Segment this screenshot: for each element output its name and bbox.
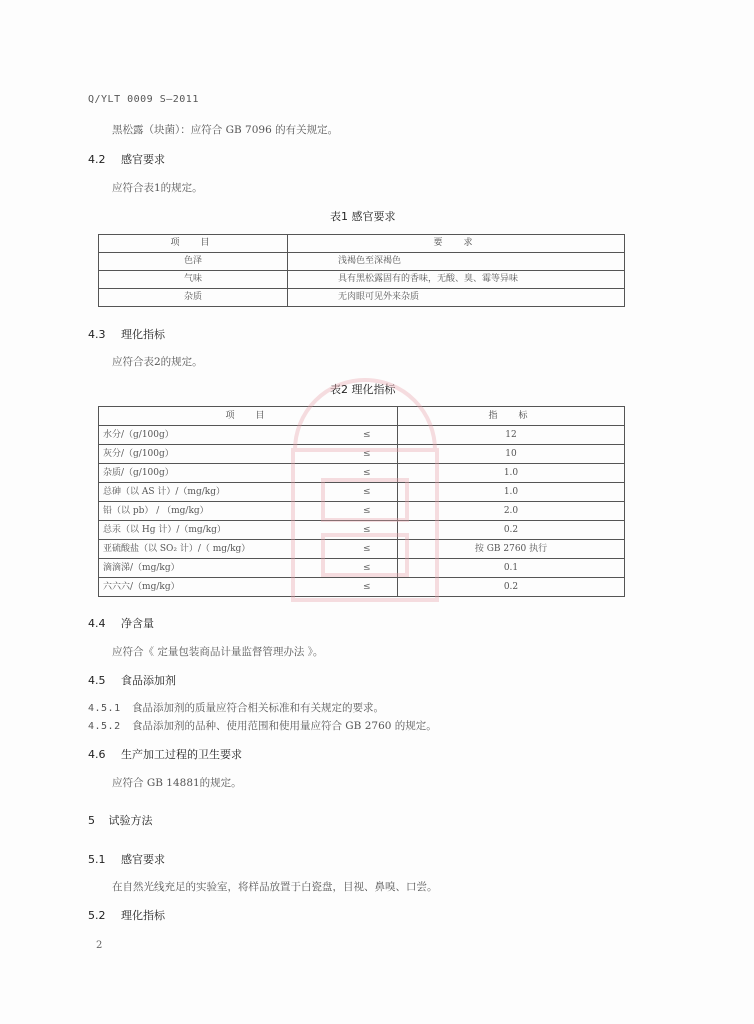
table-row bbox=[99, 271, 625, 289]
table-cell: ≤ bbox=[337, 559, 398, 578]
section-number: 4.3 bbox=[88, 328, 106, 341]
table-cell: 滴滴涕/（mg/kg） bbox=[99, 559, 337, 578]
section-4-2-heading bbox=[88, 151, 165, 167]
table-row bbox=[99, 521, 625, 540]
section-title: 理化指标 bbox=[121, 328, 165, 341]
table-cell: 无肉眼可见外来杂质 bbox=[288, 289, 625, 307]
table-cell: 气味 bbox=[99, 271, 288, 289]
section-4-6-text: 应符合 GB 14881的规定。 bbox=[112, 777, 242, 789]
section-number: 4.6 bbox=[88, 748, 106, 761]
table-cell: ≤ bbox=[337, 502, 398, 521]
section-title: 生产加工过程的卫生要求 bbox=[121, 748, 242, 761]
clause-4-5-2 bbox=[88, 718, 437, 733]
table-cell: ≤ bbox=[337, 445, 398, 464]
table-cell: 水分/（g/100g） bbox=[99, 426, 337, 445]
table-cell: 12 bbox=[398, 426, 625, 445]
section-4-4-text: 应符合《 定量包装商品计量监督管理办法 》。 bbox=[112, 646, 324, 658]
table-cell: 亚硫酸盐（以 SO₂ 计）/（ mg/kg） bbox=[99, 540, 337, 559]
table-cell: 杂质/（g/100g） bbox=[99, 464, 337, 483]
section-number: 5.1 bbox=[88, 853, 106, 866]
table-row bbox=[99, 253, 625, 271]
table-row bbox=[99, 578, 625, 597]
section-5-2-heading bbox=[88, 907, 165, 923]
table-row bbox=[99, 559, 625, 578]
table-cell: ≤ bbox=[337, 483, 398, 502]
section-title: 理化指标 bbox=[121, 909, 165, 922]
table-cell: ≤ bbox=[337, 426, 398, 445]
table-cell: 总汞（以 Hg 计）/（mg/kg） bbox=[99, 521, 337, 540]
table-cell: 杂质 bbox=[99, 289, 288, 307]
section-title: 食品添加剂 bbox=[121, 674, 176, 687]
clause-text: 食品添加剂的质量应符合相关标准和有关规定的要求。 bbox=[131, 702, 384, 714]
section-5-heading bbox=[88, 812, 153, 828]
table-cell: 2.0 bbox=[398, 502, 625, 521]
table-row bbox=[99, 464, 625, 483]
table-row bbox=[99, 289, 625, 307]
table-header-cell: 指 标 bbox=[398, 407, 625, 426]
section-4-5-heading bbox=[88, 672, 176, 688]
table-header-cell: 项 目 bbox=[99, 235, 288, 253]
table-cell: 具有黑松露固有的香味，无酸、臭、霉等异味 bbox=[288, 271, 625, 289]
physicochemical-indicators-table bbox=[98, 406, 625, 597]
standard-code-header: Q/YLT 0009 S—2011 bbox=[88, 94, 199, 105]
table-cell: 总砷（以 AS 计）/（mg/kg） bbox=[99, 483, 337, 502]
section-4-3-text: 应符合表2的规定。 bbox=[112, 356, 203, 368]
table-cell: 六六六/（mg/kg） bbox=[99, 578, 337, 597]
table-header-cell: 要 求 bbox=[288, 235, 625, 253]
clause-number: 4.5.2 bbox=[88, 721, 121, 732]
section-title: 净含量 bbox=[121, 617, 154, 630]
table-cell: ≤ bbox=[337, 578, 398, 597]
clause-number: 4.5.1 bbox=[88, 703, 121, 714]
clause-4-5-1 bbox=[88, 700, 384, 715]
table-row bbox=[99, 445, 625, 464]
section-4-4-heading bbox=[88, 615, 154, 631]
table-cell: 0.1 bbox=[398, 559, 625, 578]
table1-caption: 表1 感官要求 bbox=[330, 210, 396, 223]
table-cell: 1.0 bbox=[398, 483, 625, 502]
truffle-requirement-line: 黑松露（块菌）：应符合 GB 7096 的有关规定。 bbox=[112, 124, 339, 136]
section-title: 感官要求 bbox=[121, 853, 165, 866]
section-4-6-heading bbox=[88, 746, 242, 762]
table-row bbox=[99, 483, 625, 502]
clause-text: 食品添加剂的品种、使用范围和使用量应符合 GB 2760 的规定。 bbox=[131, 720, 437, 732]
table-cell: ≤ bbox=[337, 540, 398, 559]
table-cell: 浅褐色至深褐色 bbox=[288, 253, 625, 271]
page-number: 2 bbox=[96, 940, 103, 951]
section-number: 5.2 bbox=[88, 909, 106, 922]
section-number: 5 bbox=[88, 814, 95, 827]
table-header-row bbox=[99, 407, 625, 426]
table-cell: 色泽 bbox=[99, 253, 288, 271]
table-header-row bbox=[99, 235, 625, 253]
section-number: 4.5 bbox=[88, 674, 106, 687]
table-cell: 10 bbox=[398, 445, 625, 464]
section-number: 4.2 bbox=[88, 153, 106, 166]
section-4-3-heading bbox=[88, 326, 165, 342]
section-5-1-text: 在自然光线充足的实验室，将样品放置于白瓷盘，目视、鼻嗅、口尝。 bbox=[112, 881, 438, 893]
section-title: 感官要求 bbox=[121, 153, 165, 166]
section-4-2-text: 应符合表1的规定。 bbox=[112, 182, 203, 194]
table2-caption: 表2 理化指标 bbox=[330, 383, 396, 396]
table-row bbox=[99, 426, 625, 445]
table-row bbox=[99, 502, 625, 521]
section-title: 试验方法 bbox=[108, 814, 153, 827]
sensory-requirements-table bbox=[98, 234, 625, 307]
table-cell: 0.2 bbox=[398, 521, 625, 540]
section-5-1-heading bbox=[88, 851, 165, 867]
table-cell: 按 GB 2760 执行 bbox=[398, 540, 625, 559]
table-cell: ≤ bbox=[337, 464, 398, 483]
table-cell: 0.2 bbox=[398, 578, 625, 597]
table-header-cell: 项 目 bbox=[99, 407, 398, 426]
table-row bbox=[99, 540, 625, 559]
section-number: 4.4 bbox=[88, 617, 106, 630]
table-cell: 灰分/（g/100g） bbox=[99, 445, 337, 464]
table-cell: 1.0 bbox=[398, 464, 625, 483]
table-cell: 铅（以 pb） / （mg/kg） bbox=[99, 502, 337, 521]
table-cell: ≤ bbox=[337, 521, 398, 540]
